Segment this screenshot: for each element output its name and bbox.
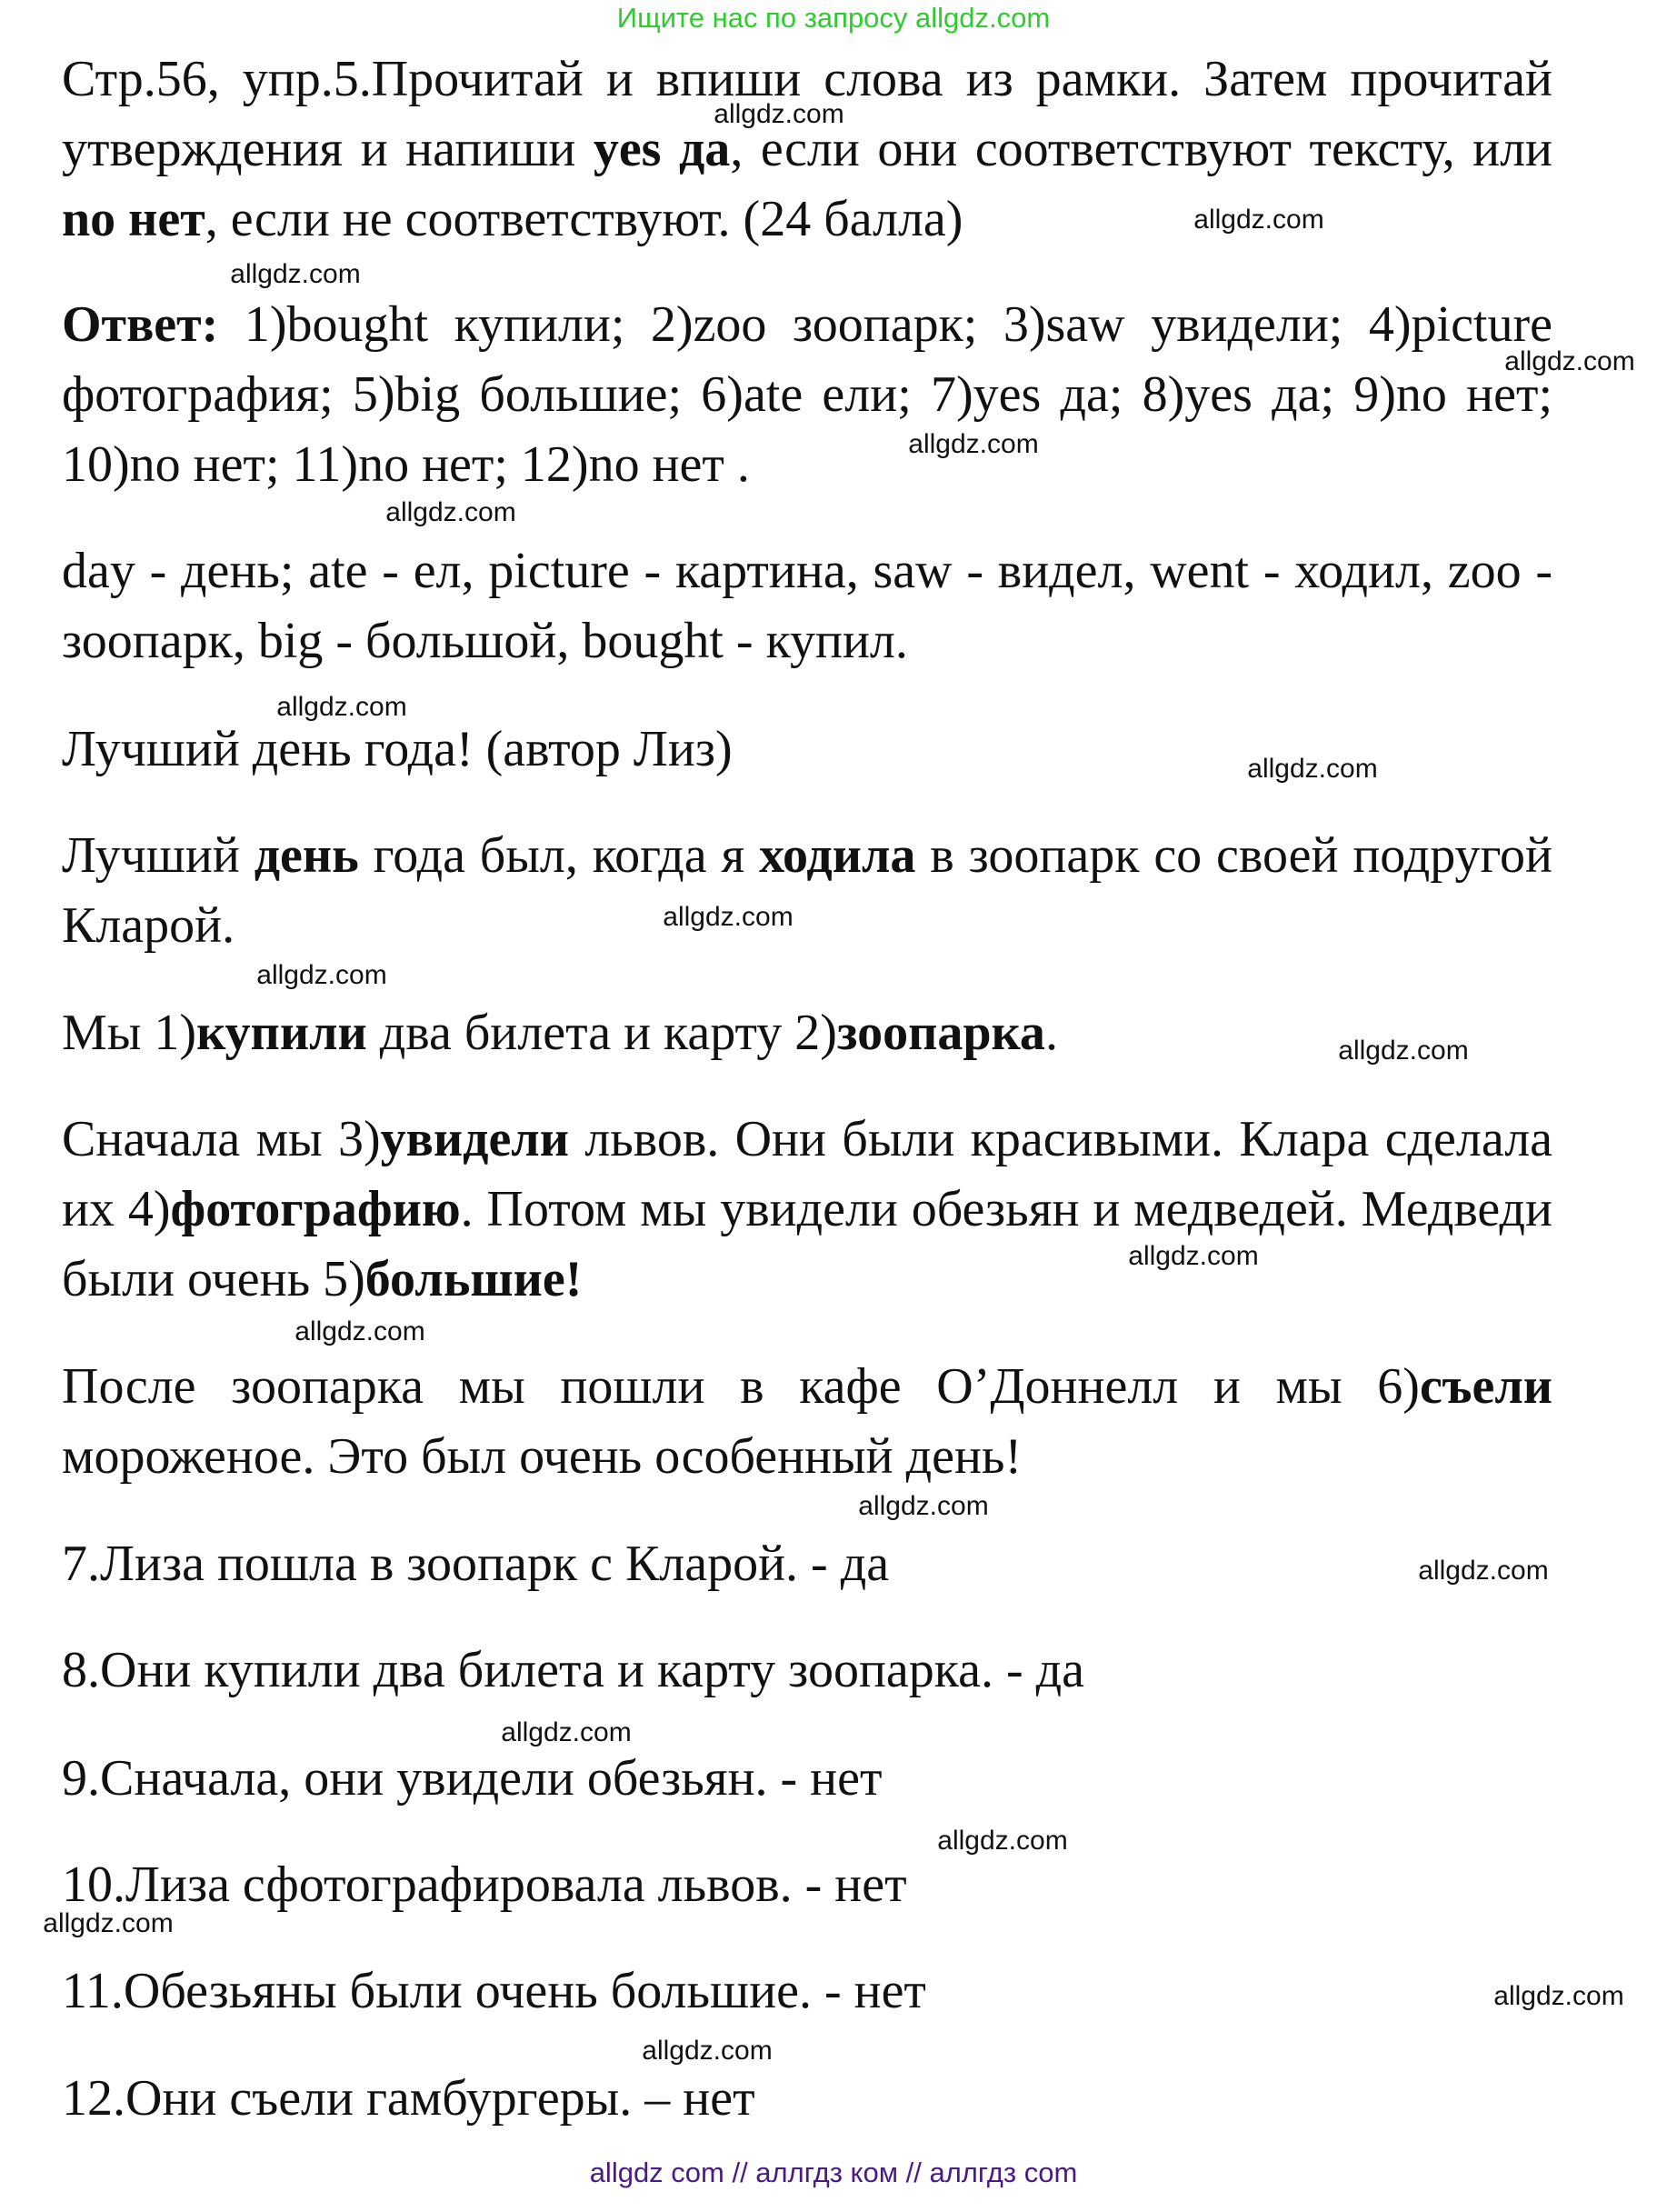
paragraph-answer — [62, 290, 1552, 500]
watermark: allgdz.com — [276, 692, 407, 722]
paragraph-story-1 — [62, 821, 1552, 961]
text: . — [1044, 1005, 1058, 1061]
watermark: allgdz.com — [43, 1908, 174, 1938]
bold-text: съели — [1419, 1358, 1552, 1415]
text: 1)bought купили; 2)zoo зоопарк; 3)saw увидели; 4)picture фотография; 5)big большие; 6)ate ели; 7)yes да; 8)yes да; 9)no нет; 10)no нет; 11)no нет; 12)no нет . — [62, 296, 1552, 493]
bold-text: фотографию — [170, 1181, 461, 1237]
text: 10.Лиза сфотографировала львов. - нет — [62, 1857, 907, 1913]
watermark: allgdz.com — [501, 1717, 632, 1747]
text: После зоопарка мы пошли в кафе О’Доннелл и мы 6) — [62, 1358, 1420, 1415]
paragraph-vocab — [62, 536, 1552, 676]
text: Лучший день года! (автор Лиз) — [62, 721, 733, 777]
text: , если они соответствуют тексту, или — [730, 121, 1552, 177]
watermark: allgdz.com — [1338, 1036, 1469, 1066]
watermark: allgdz.com — [1193, 205, 1324, 235]
paragraph-task — [62, 45, 1552, 255]
bold-text: no нет — [62, 191, 205, 247]
watermark: allgdz.com — [937, 1826, 1068, 1856]
bold-text: зоопарка — [836, 1005, 1045, 1061]
paragraph-story-4 — [62, 1352, 1552, 1492]
text: Стр.56, упр.5.Прочитай и впиши слова из рамки. Затем прочитай утверждения и напиши — [62, 51, 1552, 177]
watermark: allgdz.com — [858, 1491, 989, 1521]
watermark: allgdz.com — [714, 99, 844, 129]
paragraph-stmt-7 — [62, 1529, 1552, 1599]
bold-text: ходила — [759, 827, 916, 884]
watermark: allgdz.com — [1128, 1241, 1259, 1271]
text: Сначала мы 3) — [62, 1111, 381, 1167]
text: 7.Лиза пошла в зоопарк с Кларой. - да — [62, 1536, 890, 1592]
watermark: allgdz.com — [1504, 346, 1635, 376]
text: 8.Они купили два билета и карту зоопарка. - да — [62, 1642, 1084, 1698]
bold-text: большие! — [364, 1251, 583, 1307]
text: day - день; ate - ел, picture - картина, saw - видел, went - ходил, zoo - зоопарк, big - большой, bought - купил. — [62, 543, 1552, 669]
text: 11.Обезьяны были очень большие. - нет — [62, 1963, 926, 2019]
text: Мы 1) — [62, 1005, 197, 1061]
text: , если не соответствуют. (24 балла) — [205, 191, 963, 247]
watermark: allgdz.com — [908, 429, 1039, 459]
bold-text: купили — [196, 1005, 367, 1061]
paragraph-stmt-12 — [62, 2064, 1552, 2134]
watermark: allgdz.com — [1247, 754, 1378, 784]
text: два билета и карту 2) — [366, 1005, 837, 1061]
text: мороженое. Это был очень особенный день! — [62, 1428, 1023, 1485]
text: . Потом мы увидели обезьян и медведей. Медведи были очень 5) — [62, 1181, 1553, 1307]
watermark: allgdz.com — [642, 2036, 773, 2066]
paragraph-stmt-8 — [62, 1636, 1552, 1706]
watermark: allgdz.com — [230, 259, 361, 289]
watermark: allgdz.com — [1493, 1981, 1624, 2011]
watermark: allgdz.com — [663, 902, 794, 932]
site-footer: allgdz com // аллгдз ком // аллгдз com — [589, 2157, 1078, 2188]
bold-text: день — [254, 827, 359, 884]
text: 9.Сначала, они увидели обезьян. - нет — [62, 1750, 883, 1807]
watermark: allgdz.com — [385, 497, 516, 527]
bold-text: увидели — [380, 1111, 569, 1167]
text: в зоопарк со своей подругой Кларой. — [62, 827, 1552, 954]
search-hint-header: Ищите нас по запросу allgdz.com — [616, 2, 1051, 34]
watermark: allgdz.com — [294, 1316, 425, 1346]
text: львов. Они были красивыми. Клара сделала их 4) — [62, 1111, 1552, 1237]
paragraph-stmt-9 — [62, 1744, 1552, 1814]
watermark: allgdz.com — [256, 960, 387, 990]
bold-text: Ответ: — [62, 296, 219, 353]
text: 12.Они съели гамбургеры. – нет — [62, 2070, 755, 2127]
text: Лучший — [62, 827, 255, 884]
paragraph-story-3 — [62, 1105, 1552, 1315]
text: года был, когда я — [358, 827, 760, 884]
paragraph-story-2 — [62, 998, 1552, 1068]
paragraph-stmt-10 — [62, 1850, 1552, 1920]
paragraph-stmt-11 — [62, 1957, 1552, 2027]
watermark: allgdz.com — [1418, 1556, 1549, 1586]
bold-text: yes да — [593, 121, 731, 177]
